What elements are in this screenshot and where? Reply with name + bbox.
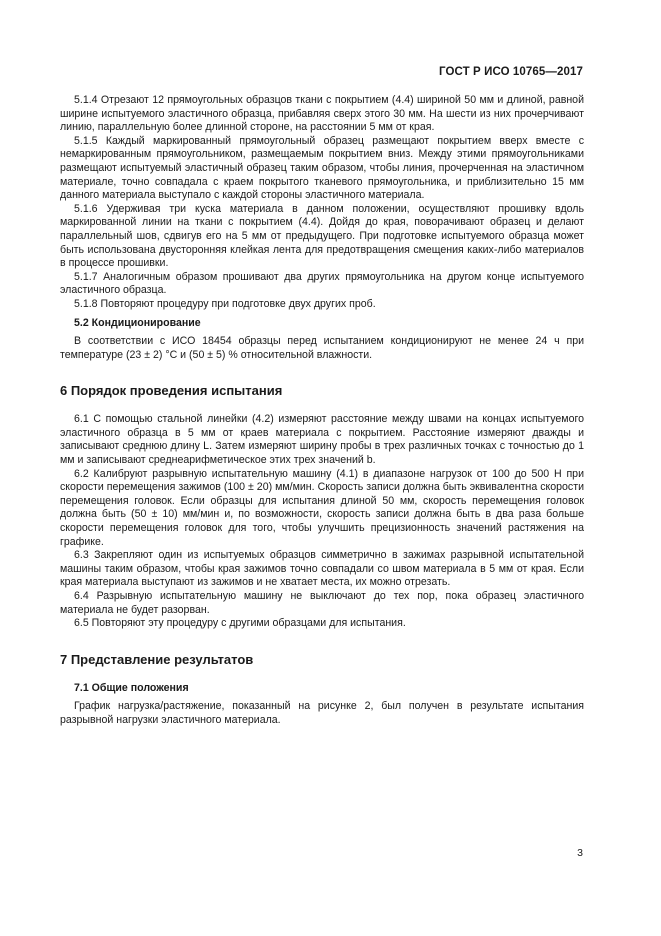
subsection-heading-5-2: 5.2 Кондиционирование bbox=[74, 316, 201, 329]
document-body bbox=[60, 94, 584, 728]
paragraph-6-1: 6.1 С помощью стальной линейки (4.2) измеряют расстояние между швами на концах испытуемого эластичного образца в 5 мм от краев материала с покрытием. Расстояние измеряют дважды и записывают среднюю длину L. Затем измеряют ширину пробы в трех различных точках с точностью до 1 мм и записывают среднеарифметическое этих трех значений b. bbox=[60, 413, 584, 467]
page-number: 3 bbox=[577, 847, 583, 859]
section-heading-7: 7 Представление результатов bbox=[60, 651, 254, 667]
paragraph-6-4: 6.4 Разрывную испытательную машину не выключают до тех пор, пока образец эластичного материала не будет разорван. bbox=[60, 590, 584, 616]
paragraph-6-5: 6.5 Повторяют эту процедуру с другими образцами для испытания. bbox=[74, 617, 406, 630]
page-header-standard: ГОСТ Р ИСО 10765—2017 bbox=[438, 66, 583, 78]
paragraph-6-3: 6.3 Закрепляют один из испытуемых образцов симметрично в зажимах разрывной испытательной машины таким образом, чтобы края зажимов точно совпадали со швом материала в 5 мм от края. Если края материала выступают из зажимов и не хватает места, их можно отрезать. bbox=[60, 549, 584, 589]
paragraph-7-1: График нагрузка/растяжение, показанный на рисунке 2, был получен в результате испытания разрывной нагрузки эластичного материала. bbox=[60, 700, 584, 726]
paragraph-5-1-4: 5.1.4 Отрезают 12 прямоугольных образцов ткани с покрытием (4.4) шириной 50 мм и длиной, равной ширине испытуемого эластичного образца, прибавляя сверх этого 30 мм. На шести из них прочерчивают линию, параллельную более длинной стороне, на расстоянии 5 мм от края. bbox=[60, 94, 584, 134]
paragraph-5-1-8: 5.1.8 Повторяют процедуру при подготовке двух других проб. bbox=[74, 297, 376, 310]
section-heading-6: 6 Порядок проведения испытания bbox=[60, 383, 283, 399]
paragraph-5-1-6: 5.1.6 Удерживая три куска материала в данном положении, осуществляют прошивку вдоль маркированной линии на ткани с покрытием (4.4). Дойдя до края, поворачивают образец и делают параллельный шов, сдвигув его на 5 мм от предыдущего. При подготовке испытуемого образца может быть использована двусторонняя клейкая лента для предотвращения смещения каких-либо материалов в процессе прошивки. bbox=[60, 202, 584, 270]
paragraph-5-2: В соответствии с ИСО 18454 образцы перед испытанием кондиционируют не менее 24 ч при температуре (23 ± 2) °С и (50 ± 5) % относительной влажности. bbox=[60, 335, 584, 361]
subsection-heading-7-1: 7.1 Общие положения bbox=[74, 681, 189, 694]
paragraph-6-2: 6.2 Калибруют разрывную испытательную машину (4.1) в диапазоне нагрузок от 100 до 500 Н при скорости перемещения зажимов (100 ± 20) мм/мин. Скорость записи должна быть эквивалентна скорости перемещения головок. Если образцы для испытания длиной 50 мм, скорость перемещения головок должна быть (50 ± 10) мм/мин и, по возможности, скорость записи должна быть в два раза больше скорости перемещения головок для того, чтобы улучшить прецизионность значений растяжения на графике. bbox=[60, 467, 584, 548]
paragraph-5-1-7: 5.1.7 Аналогичным образом прошивают два других прямоугольника на другом конце испытуемого эластичного образца. bbox=[60, 270, 584, 297]
paragraph-5-1-5: 5.1.5 Каждый маркированный прямоугольный образец размещают покрытием вверх вместе с немаркированным прямоугольником, размещаемым покрытием вниз. Между этими прямоугольниками размещают испытуемый эластичный образец таким образом, чтобы линия, прочерченная на эластичном материале, точно совпадала с краем покрытого тканевого прямоугольника, и приблизительно 15 мм данного материала выступало с каждой стороны эластичного материала. bbox=[60, 134, 584, 202]
